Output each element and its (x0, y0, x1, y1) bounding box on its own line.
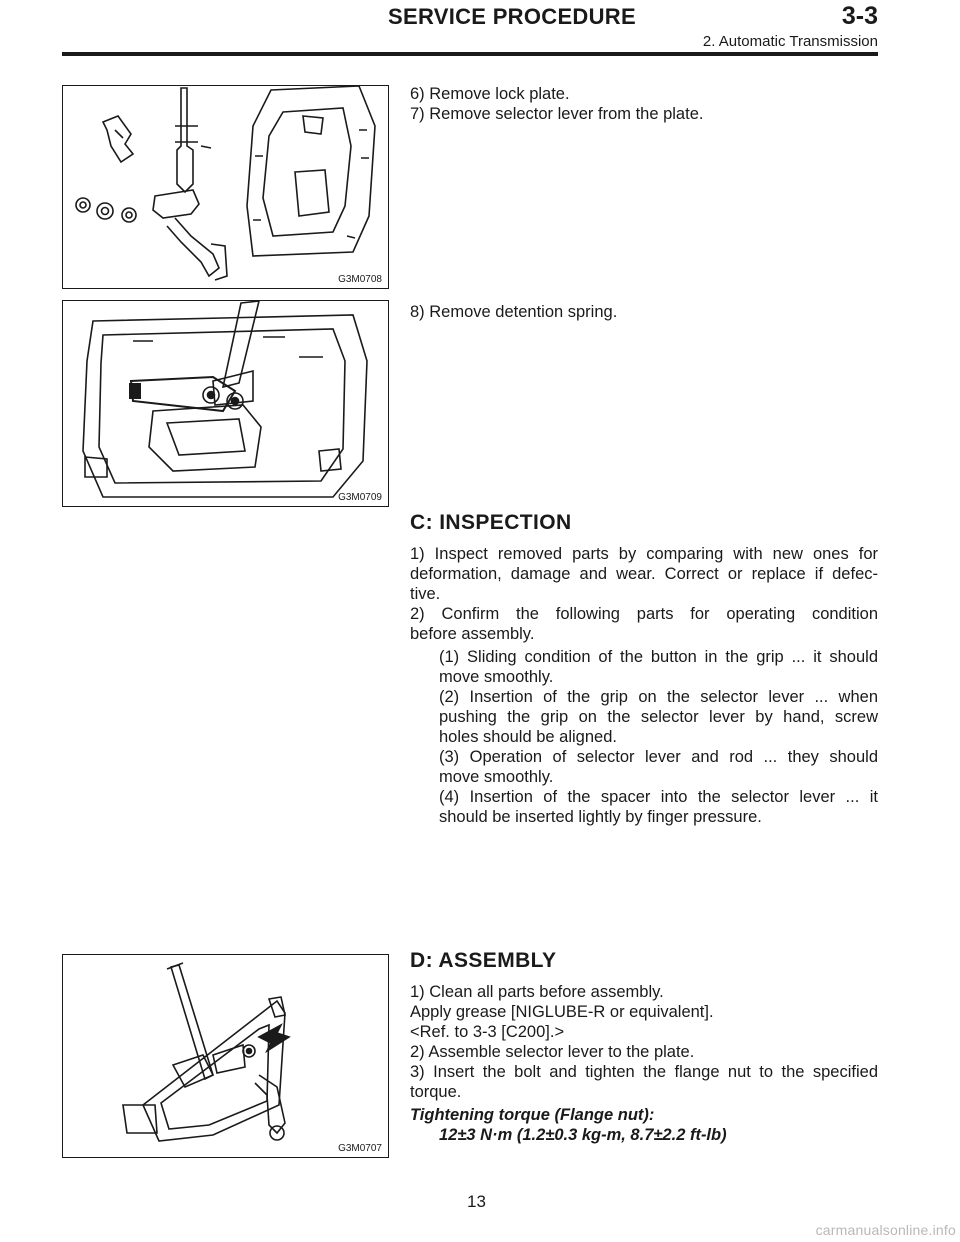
torque-label: Tightening torque (Flange nut): (410, 1106, 655, 1124)
section-number: 3-3 (841, 2, 878, 30)
inspection-subline: pushing the grip on the selector lever by hand, screw (439, 708, 878, 726)
inspection-line: deformation, damage and wear. Correct or replace if defec- (410, 565, 878, 583)
inspection-subline: (4) Insertion of the spacer into the selector lever ... it (439, 788, 878, 806)
inspection-subline: (2) Insertion of the grip on the selector lever ... when (439, 688, 878, 706)
figure-lock-plate (62, 85, 389, 289)
inspection-sublist (439, 647, 878, 827)
step-6: 6) Remove lock plate. (410, 85, 570, 103)
header-title: SERVICE PROCEDURE (388, 4, 636, 29)
assembly-line: 3) Insert the bolt and tighten the flange nut to the specified (410, 1063, 878, 1081)
assembly-line: torque. (410, 1083, 462, 1101)
assembly-line: 2) Assemble selector lever to the plate. (410, 1043, 695, 1061)
step-8: 8) Remove detention spring. (410, 303, 618, 321)
inspection-line: tive. (410, 585, 441, 603)
inspection-heading: C: INSPECTION (410, 511, 572, 534)
figure-assembly (62, 954, 389, 1158)
page-header (62, 0, 878, 62)
page-number: 13 (467, 1192, 486, 1211)
step-8-block (410, 302, 878, 322)
inspection-subline: move smoothly. (439, 768, 554, 786)
header-subtitle: 2. Automatic Transmission (702, 33, 878, 50)
inspection-subline: holes should be aligned. (439, 728, 617, 746)
torque-value: 12±3 N·m (1.2±0.3 kg-m, 8.7±2.2 ft-lb) (439, 1126, 727, 1144)
inspection-body (410, 544, 878, 827)
figure-caption: G3M0709 (338, 492, 382, 503)
selector-lever-illustration (63, 86, 387, 287)
inspection-line: before assembly. (410, 625, 535, 643)
figure-detention-spring (62, 300, 389, 507)
figure-caption: G3M0707 (338, 1143, 382, 1154)
inspection-subline: move smoothly. (439, 668, 554, 686)
figure-caption: G3M0708 (338, 274, 382, 285)
inspection-subline: should be inserted lightly by finger pressure. (439, 808, 762, 826)
inspection-line: 2) Confirm the following parts for operating condition (410, 605, 878, 623)
assembly-line: 1) Clean all parts before assembly. (410, 983, 664, 1001)
inspection-subline: (1) Sliding condition of the button in the grip ... it should (439, 648, 878, 666)
assembly-heading: D: ASSEMBLY (410, 949, 557, 972)
assembly-body (410, 982, 878, 1145)
inspection-line: 1) Inspect removed parts by comparing with new ones for (410, 545, 878, 563)
assembly-illustration (63, 955, 387, 1156)
detention-spring-illustration (63, 301, 387, 505)
inspection-subline: (3) Operation of selector lever and rod ... they should (439, 748, 878, 766)
watermark: carmanualsonline.info (815, 1222, 956, 1238)
assembly-line: <Ref. to 3-3 [C200].> (410, 1023, 565, 1041)
step-7: 7) Remove selector lever from the plate. (410, 105, 704, 123)
assembly-line: Apply grease [NIGLUBE-R or equivalent]. (410, 1003, 714, 1021)
header-rule (62, 52, 878, 56)
steps-6-7 (410, 84, 878, 124)
